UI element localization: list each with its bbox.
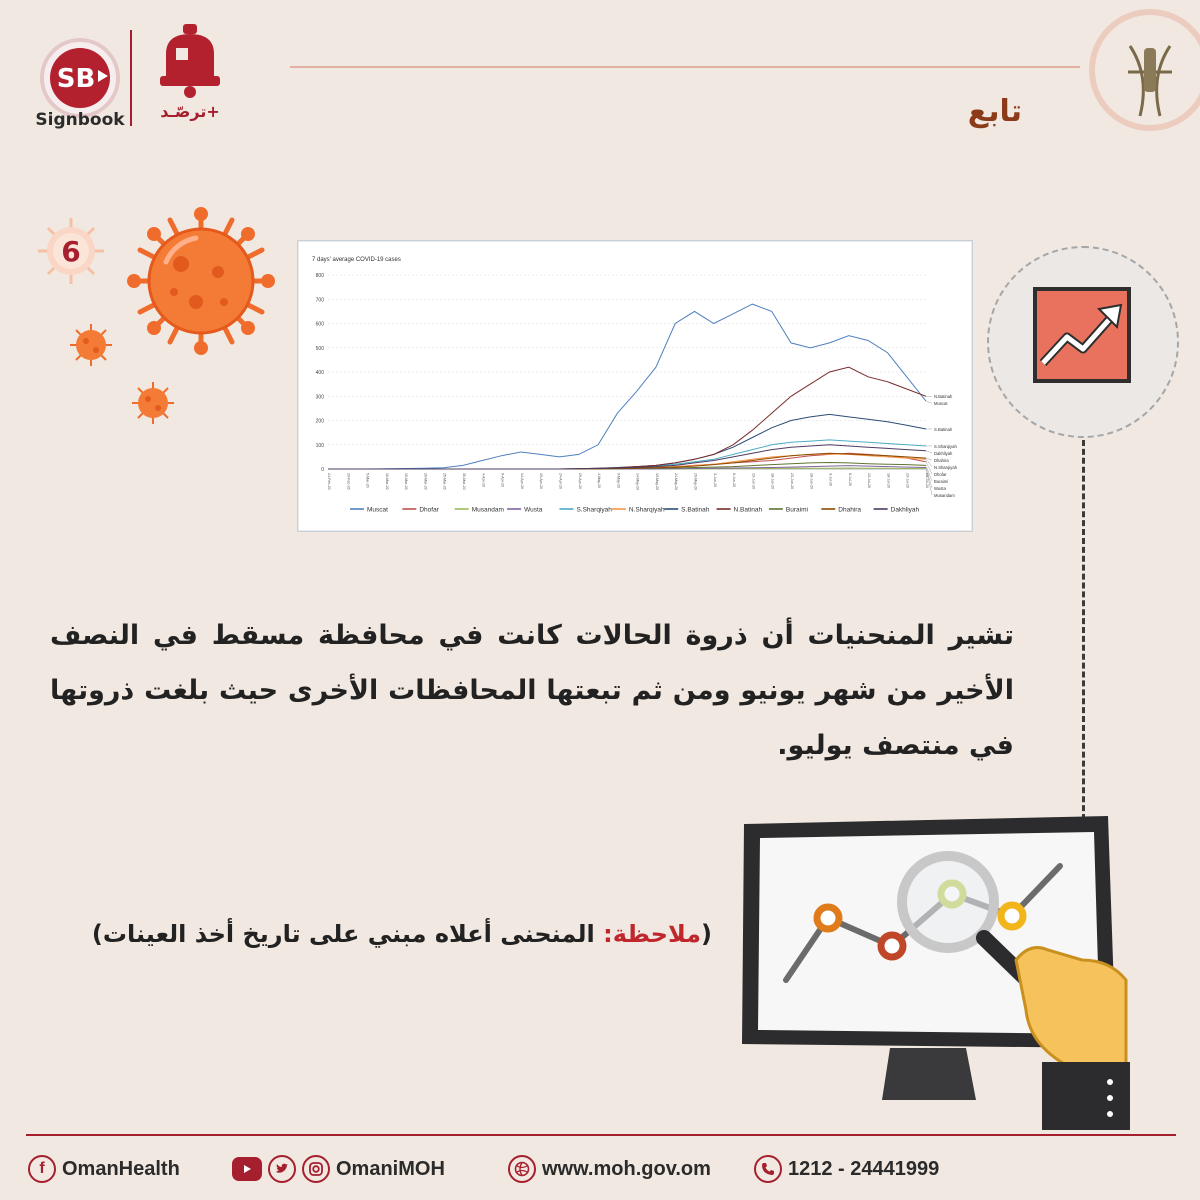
series-end-leader bbox=[926, 458, 932, 460]
note-text: المنحنى أعلاه مبني على تاريخ أخذ العينات) bbox=[91, 920, 604, 948]
virus-large-icon bbox=[126, 206, 276, 356]
x-tick-label: 19-Apr-20 bbox=[539, 473, 544, 489]
chart-card bbox=[297, 240, 973, 532]
series-end-label: Musandam bbox=[934, 492, 955, 498]
note-label: ملاحظة: bbox=[603, 920, 702, 948]
x-tick-label: 10-Mar-20 bbox=[384, 473, 389, 490]
series-line bbox=[328, 414, 926, 469]
social-links[interactable] bbox=[232, 1152, 445, 1186]
x-tick-label: 5-Mar-20 bbox=[365, 473, 370, 488]
x-tick-label: 3-Jun-20 bbox=[712, 473, 717, 488]
facebook-link[interactable] bbox=[28, 1152, 180, 1186]
series-end-label: Muscat bbox=[934, 401, 948, 407]
covid-cases-line-chart bbox=[298, 241, 972, 531]
note-open: ( bbox=[701, 920, 712, 948]
x-tick-label: 23-Jul-20 bbox=[905, 473, 910, 488]
legend-label: S.Sharqiyah bbox=[576, 506, 612, 514]
phone-number: 1212 - 24441999 bbox=[788, 1157, 940, 1180]
series-end-label: N.Sharqiyah bbox=[934, 464, 958, 470]
website-link[interactable] bbox=[508, 1152, 711, 1186]
twitter-icon bbox=[268, 1155, 296, 1183]
globe-icon bbox=[508, 1155, 536, 1183]
tarassad-caption: ترصّـد+ bbox=[160, 102, 220, 121]
tarassad-bell-logo bbox=[150, 20, 230, 104]
phone-icon bbox=[754, 1155, 782, 1183]
dashed-connector bbox=[1082, 440, 1085, 820]
summary-paragraph: تشير المنحنيات أن ذروة الحالات كانت في محافظة مسقط في النصف الأخير من شهر يونيو ومن ثم تبعتها المحافظات الأخرى حيث بلغت ذروتها في منتصف يوليو. bbox=[50, 620, 1014, 761]
y-tick-label: 100 bbox=[315, 442, 324, 449]
legend-label: Dhofar bbox=[419, 506, 439, 514]
x-tick-label: 14-Apr-20 bbox=[519, 473, 524, 489]
sampling-note bbox=[58, 920, 712, 948]
series-end-label: Dhofar bbox=[934, 471, 947, 477]
x-tick-label: 29-Apr-20 bbox=[577, 473, 582, 489]
virus-small-icon bbox=[68, 322, 114, 368]
x-tick-label: 18-Jun-20 bbox=[770, 473, 775, 490]
x-tick-label: 4-Apr-20 bbox=[481, 473, 486, 487]
legend-label: Dakhliyah bbox=[890, 506, 920, 514]
x-tick-label: 3-Jul-20 bbox=[828, 473, 833, 486]
x-tick-label: 4-May-20 bbox=[597, 473, 602, 489]
legend-label: Dhahira bbox=[838, 506, 862, 514]
x-tick-label: 18-Jul-20 bbox=[886, 473, 891, 488]
series-end-label: N.Batinah bbox=[934, 394, 953, 400]
x-tick-label: 25-Mar-20 bbox=[442, 473, 447, 490]
social-handle: OmaniMOH bbox=[336, 1157, 445, 1180]
series-end-label: S.Batinah bbox=[934, 426, 953, 432]
x-tick-label: 8-Jul-20 bbox=[847, 473, 852, 486]
instagram-icon bbox=[302, 1155, 330, 1183]
x-tick-label: 14-May-20 bbox=[635, 473, 640, 491]
x-tick-label: 24-Feb-20 bbox=[327, 473, 331, 490]
facebook-handle: OmanHealth bbox=[62, 1157, 180, 1180]
x-tick-label: 9-May-20 bbox=[616, 473, 621, 489]
x-tick-label: 15-Mar-20 bbox=[404, 473, 409, 490]
x-tick-label: 28-Jul-20 bbox=[925, 473, 929, 488]
y-tick-label: 0 bbox=[321, 467, 324, 473]
y-tick-label: 600 bbox=[315, 321, 324, 328]
series-end-label: Dakhliyah bbox=[934, 450, 953, 456]
series-end-label: S.Sharqiyah bbox=[934, 443, 957, 449]
x-tick-label: 19-May-20 bbox=[654, 473, 659, 491]
series-end-leader bbox=[926, 451, 932, 453]
x-tick-label: 8-Jun-20 bbox=[732, 473, 737, 488]
header-divider bbox=[130, 30, 132, 126]
monitor-analytics-illustration bbox=[730, 810, 1130, 1130]
legend-label: N.Sharqiyah bbox=[628, 506, 665, 514]
website-url: www.moh.gov.om bbox=[542, 1157, 711, 1180]
legend-label: Muscat bbox=[367, 506, 388, 514]
svg-text:SB: SB bbox=[56, 64, 96, 94]
x-tick-label: 29-Feb-20 bbox=[346, 473, 351, 490]
signbook-caption: Signbook bbox=[35, 110, 125, 130]
header-rule bbox=[290, 66, 1080, 68]
x-tick-label: 28-Jun-20 bbox=[809, 473, 814, 490]
x-tick-label: 30-Mar-20 bbox=[462, 473, 467, 490]
signbook-logo bbox=[38, 36, 122, 120]
chart-title: 7 days' average COVID-19 cases bbox=[312, 257, 401, 263]
y-tick-label: 200 bbox=[315, 418, 324, 425]
series-end-label: Wusta bbox=[934, 485, 946, 491]
x-tick-label: 29-May-20 bbox=[693, 473, 698, 491]
legend-label: N.Batinah bbox=[733, 506, 763, 514]
x-tick-label: 20-Mar-20 bbox=[423, 473, 428, 490]
y-tick-label: 800 bbox=[315, 273, 324, 279]
series-line bbox=[328, 304, 926, 469]
x-tick-label: 9-Apr-20 bbox=[500, 473, 505, 487]
legend-label: S.Batinah bbox=[681, 506, 710, 514]
legend-label: Musandam bbox=[471, 506, 504, 514]
phone-link[interactable] bbox=[754, 1152, 939, 1186]
x-tick-label: 13-Jul-20 bbox=[867, 473, 872, 488]
footer-rule bbox=[26, 1134, 1176, 1136]
x-tick-label: 23-Jun-20 bbox=[789, 473, 794, 490]
trend-up-icon bbox=[1033, 287, 1131, 383]
series-line bbox=[328, 445, 926, 469]
x-tick-label: 24-May-20 bbox=[674, 473, 679, 491]
series-end-label: Dhahira bbox=[934, 457, 949, 463]
series-end-label: Buraimi bbox=[934, 478, 949, 484]
legend-label: Buraimi bbox=[785, 506, 808, 514]
x-tick-label: 24-Apr-20 bbox=[558, 473, 563, 489]
y-tick-label: 400 bbox=[315, 370, 324, 376]
ministry-emblem bbox=[1080, 6, 1200, 142]
series-end-leader bbox=[926, 401, 932, 403]
youtube-icon bbox=[232, 1157, 262, 1181]
x-tick-label: 13-Jun-20 bbox=[751, 473, 756, 490]
y-tick-label: 300 bbox=[315, 394, 324, 401]
facebook-icon: f bbox=[28, 1155, 56, 1183]
slide-number: 6 bbox=[61, 234, 81, 268]
virus-small-icon bbox=[130, 380, 176, 426]
legend-label: Wusta bbox=[524, 506, 543, 514]
y-tick-label: 700 bbox=[315, 297, 324, 304]
y-tick-label: 500 bbox=[315, 345, 324, 352]
continued-label: تابع bbox=[967, 94, 1022, 129]
